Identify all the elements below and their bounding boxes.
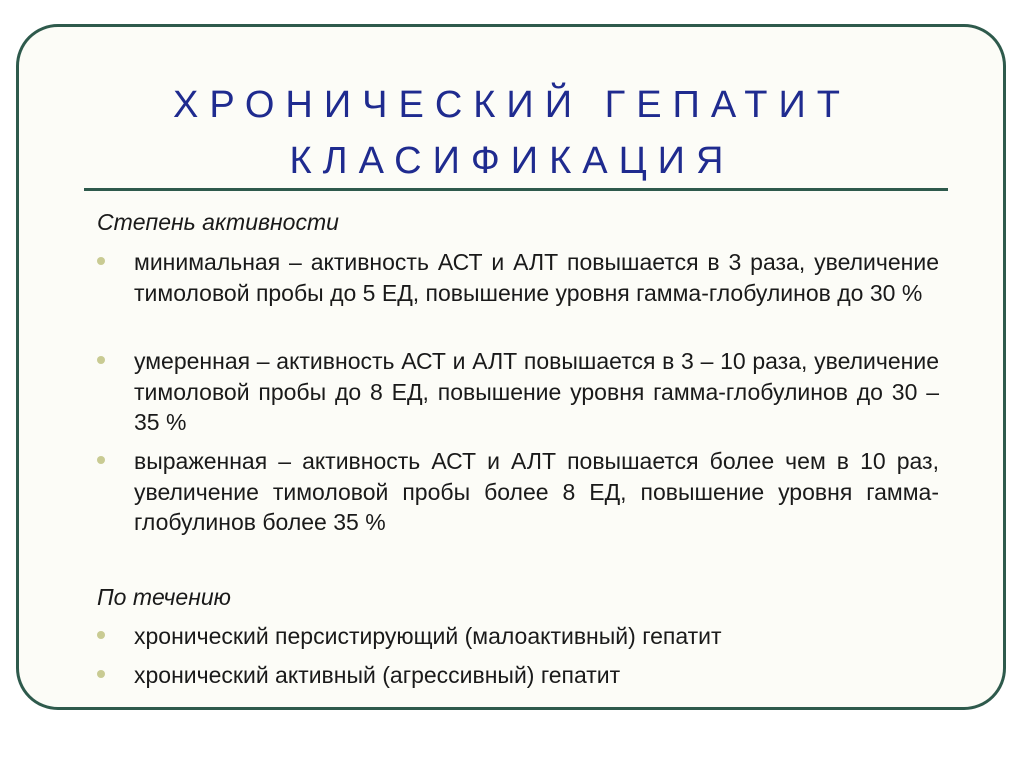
list-item-text: хронический активный (агрессивный) гепатит bbox=[134, 662, 621, 688]
slide-title-line-2: КЛАСИФИКАЦИЯ bbox=[289, 140, 735, 182]
bullet-icon bbox=[97, 257, 105, 265]
list-item bbox=[97, 346, 939, 438]
title-divider bbox=[84, 188, 948, 191]
list-item-text: выраженная – активность АСТ и АЛТ повышается более чем в 10 раз, увеличение тимоловой пробы более 8 ЕД, повышение уровня гамма-глобулинов более 35 % bbox=[134, 448, 939, 535]
bullet-icon bbox=[97, 356, 105, 364]
list-item-text: хронический персистирующий (малоактивный) гепатит bbox=[134, 623, 722, 649]
bullet-icon bbox=[97, 456, 105, 464]
list-item bbox=[97, 247, 939, 308]
bullet-icon bbox=[97, 670, 105, 678]
list-item bbox=[97, 660, 939, 691]
list-item bbox=[97, 621, 939, 652]
list-item-text: минимальная – активность АСТ и АЛТ повышается в 3 раза, увеличение тимоловой пробы до 5 ЕД, повышение уровня гамма-глобулинов до 30 % bbox=[134, 249, 939, 306]
bullet-icon bbox=[97, 631, 105, 639]
section-heading-activity: Степень активности bbox=[97, 209, 339, 235]
list-item bbox=[97, 446, 939, 538]
section-heading-course: По течению bbox=[97, 584, 231, 610]
list-item-text: умеренная – активность АСТ и АЛТ повышается в 3 – 10 раза, увеличение тимоловой пробы до 8 ЕД, повышение уровня гамма-глобулинов до 30 – 35 % bbox=[134, 348, 939, 435]
slide-title-line-1: ХРОНИЧЕСКИЙ ГЕПАТИТ bbox=[173, 84, 851, 126]
